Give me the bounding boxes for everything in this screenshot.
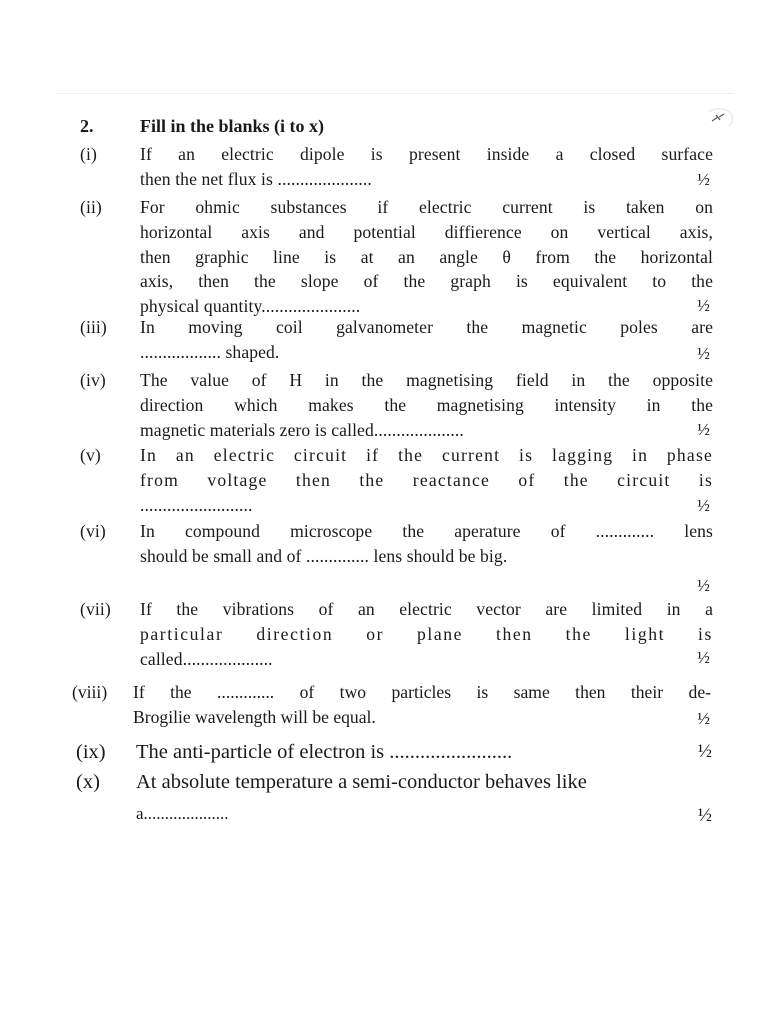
item-line: In an electric circuit if the current is lagging in phase <box>140 445 713 465</box>
blank-item-ix <box>76 736 716 770</box>
item-line: called.................... <box>140 648 273 669</box>
item-line: In moving coil galvanometer the magnetic poles are <box>140 317 713 337</box>
item-label: (vi) <box>80 521 106 541</box>
marks-value: ½ <box>697 296 710 315</box>
item-text <box>140 519 713 569</box>
marks-value: ½ <box>697 170 710 189</box>
item-line: ......................... <box>140 494 253 515</box>
item-label: (viii) <box>72 682 108 702</box>
blank-item-iv <box>80 368 714 444</box>
item-text <box>136 736 712 768</box>
item-text <box>140 443 713 517</box>
question-number: 2. <box>80 116 94 136</box>
item-text <box>136 766 712 830</box>
item-text <box>140 368 713 442</box>
blank-item-viii <box>72 680 714 734</box>
item-line: then graphic line is at an angle θ from the horizontal <box>140 246 713 267</box>
item-text <box>140 315 713 365</box>
blank-item-x <box>76 766 716 830</box>
item-label: (iii) <box>80 317 107 337</box>
marks-value: ½ <box>697 344 710 363</box>
item-line: For ohmic substances if electric current is taken on <box>140 197 713 217</box>
item-line: from voltage then the reactance of the circuit is <box>140 469 713 490</box>
blank-item-i <box>80 142 714 194</box>
blank-item-iii <box>80 315 714 367</box>
item-label: (iv) <box>80 370 106 390</box>
marks-value: ½ <box>697 709 710 728</box>
item-line: Brogilie wavelength will be equal. <box>133 707 376 727</box>
marks-value: ½ <box>697 496 710 515</box>
marks-value: ½ <box>697 805 712 826</box>
item-line: The value of H in the magnetising field in the opposite <box>140 370 713 390</box>
blank-item-vii <box>80 597 714 673</box>
item-line: If the ............. of two particles is same then their de- <box>133 682 711 702</box>
item-text <box>140 597 713 671</box>
item-label: (i) <box>80 144 97 164</box>
item-line: physical quantity...................... <box>140 296 361 317</box>
item-label: (x) <box>76 771 100 793</box>
item-line: In compound microscope the aperature of ............. lens <box>140 521 713 541</box>
item-text <box>133 680 711 730</box>
item-line: The anti-particle of electron is ........................ <box>136 741 513 763</box>
item-label: (vii) <box>80 599 111 619</box>
item-line: then the net flux is ..................... <box>140 168 372 189</box>
item-label: (v) <box>80 445 101 465</box>
item-line: If an electric dipole is present inside a closed surface <box>140 144 713 164</box>
item-line: should be small and of .............. lens should be big. <box>140 545 508 566</box>
item-text <box>140 195 713 319</box>
item-label: (ii) <box>80 197 102 217</box>
marks-value: ½ <box>697 741 712 762</box>
item-line: particular direction or plane then the light is <box>140 623 713 644</box>
item-line: If the vibrations of an electric vector are limited in a <box>140 599 713 619</box>
item-line: axis, then the slope of the graph is equivalent to the <box>140 271 713 292</box>
item-line: direction which makes the magnetising intensity in the <box>140 394 713 415</box>
blank-item-ii <box>80 195 714 321</box>
blank-item-vi <box>80 519 714 595</box>
item-text <box>140 142 713 192</box>
item-line: horizontal axis and potential diffierence on vertical axis, <box>140 221 713 242</box>
pen-mark-icon <box>705 108 733 130</box>
item-line: At absolute temperature a semi-conductor behaves like <box>136 771 587 793</box>
item-line: .................. shaped. <box>140 341 280 362</box>
item-label: (ix) <box>76 741 106 763</box>
question-title: Fill in the blanks (i to x) <box>140 116 325 136</box>
item-line: magnetic materials zero is called.................... <box>140 419 464 440</box>
item-line: a.................... <box>136 804 229 823</box>
marks-value: ½ <box>697 420 710 439</box>
blank-item-v <box>80 443 714 521</box>
marks-value: ½ <box>697 576 710 595</box>
marks-value: ½ <box>697 648 710 667</box>
question-heading <box>80 116 324 137</box>
